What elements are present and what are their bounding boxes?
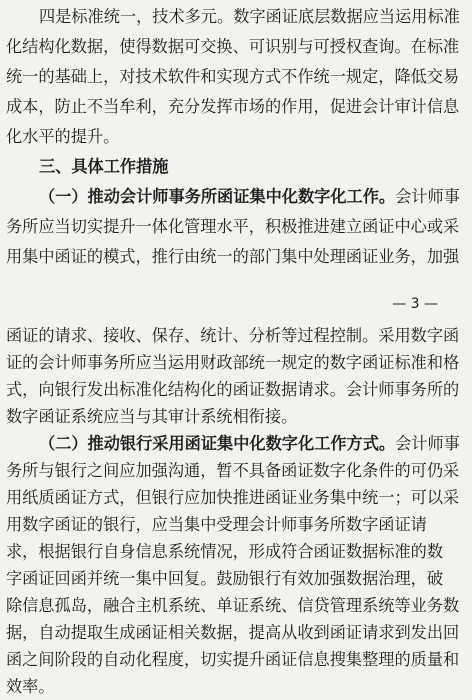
paragraph-line: 除信息孤岛，融合主机系统、单证系统、信贷管理系统等业务数 <box>6 596 460 615</box>
paragraph-line: 用数字函证的银行，应当集中受理会计师事务所数字函证请 <box>6 515 427 534</box>
paragraph-line: 化水平的提升。 <box>6 127 120 146</box>
section-heading: 三、具体工作措施 <box>39 157 169 176</box>
subsection-heading: （一）推动会计师事务所函证集中化数字化工作。 <box>39 187 396 206</box>
page-break <box>0 318 472 319</box>
page-number: — 3 — <box>392 296 438 312</box>
paragraph-line: 用集中函证的模式，推行由统一的部门集中处理函证业务，加强 <box>6 247 460 266</box>
paragraph-line: 字函证回函并统一集中回复。鼓励银行有效加强数据治理，破 <box>6 569 444 588</box>
paragraph-text: 会计师事 <box>395 434 460 453</box>
paragraph-line: 四是标准统一，技术多元。数字函证底层数据应当运用标准 <box>39 7 460 26</box>
paragraph-line: 效率。 <box>6 677 55 696</box>
paragraph-line: 数字函证系统应当与其审计系统相衔接。 <box>6 407 298 426</box>
paragraph-line: 务所与银行之间应加强沟通，暂不具备函证数字化条件的可仍采 <box>6 461 460 480</box>
paragraph-line: 务所应当切实提升一体化管理水平，积极推进建立函证中心或采 <box>6 217 460 236</box>
paragraph-line: 式，向银行发出标准化结构化的函证数据请求。会计师事务所的 <box>6 380 460 399</box>
paragraph-line: 证的会计师事务所应当运用财政部统一规定的数字函证标准和格 <box>6 353 460 372</box>
paragraph-line: 求，根据银行自身信息系统情况，形成符合函证数据标准的数 <box>6 542 444 561</box>
subsection-line <box>0 182 472 212</box>
paragraph-line: 成本，防止不当牟利，充分发挥市场的作用，促进会计审计信息 <box>6 97 460 116</box>
paragraph-line: 函之间阶段的自动化程度，切实提升函证信息搜集整理的质量和 <box>6 650 460 669</box>
paragraph-line: 用纸质函证方式，但银行应加快推进函证业务集中统一；可以采 <box>6 488 460 507</box>
subsection-line <box>0 430 472 457</box>
paragraph-line: 函证的请求、接收、保存、统计、分析等过程控制。采用数字函 <box>6 326 460 345</box>
paragraph-line: 据，自动提取生成函证相关数据，提高从收到函证请求到发出回 <box>6 623 460 642</box>
paragraph-line: 统一的基础上，对技术软件和实现方式不作统一规定，降低交易 <box>6 67 460 86</box>
paragraph-text: 会计师事 <box>395 187 460 206</box>
subsection-heading: （二）推动银行采用函证集中化数字化工作方式。 <box>39 434 396 453</box>
paragraph-line: 化结构化数据，使得数据可交换、可识别与可授权查询。在标准 <box>6 37 460 56</box>
